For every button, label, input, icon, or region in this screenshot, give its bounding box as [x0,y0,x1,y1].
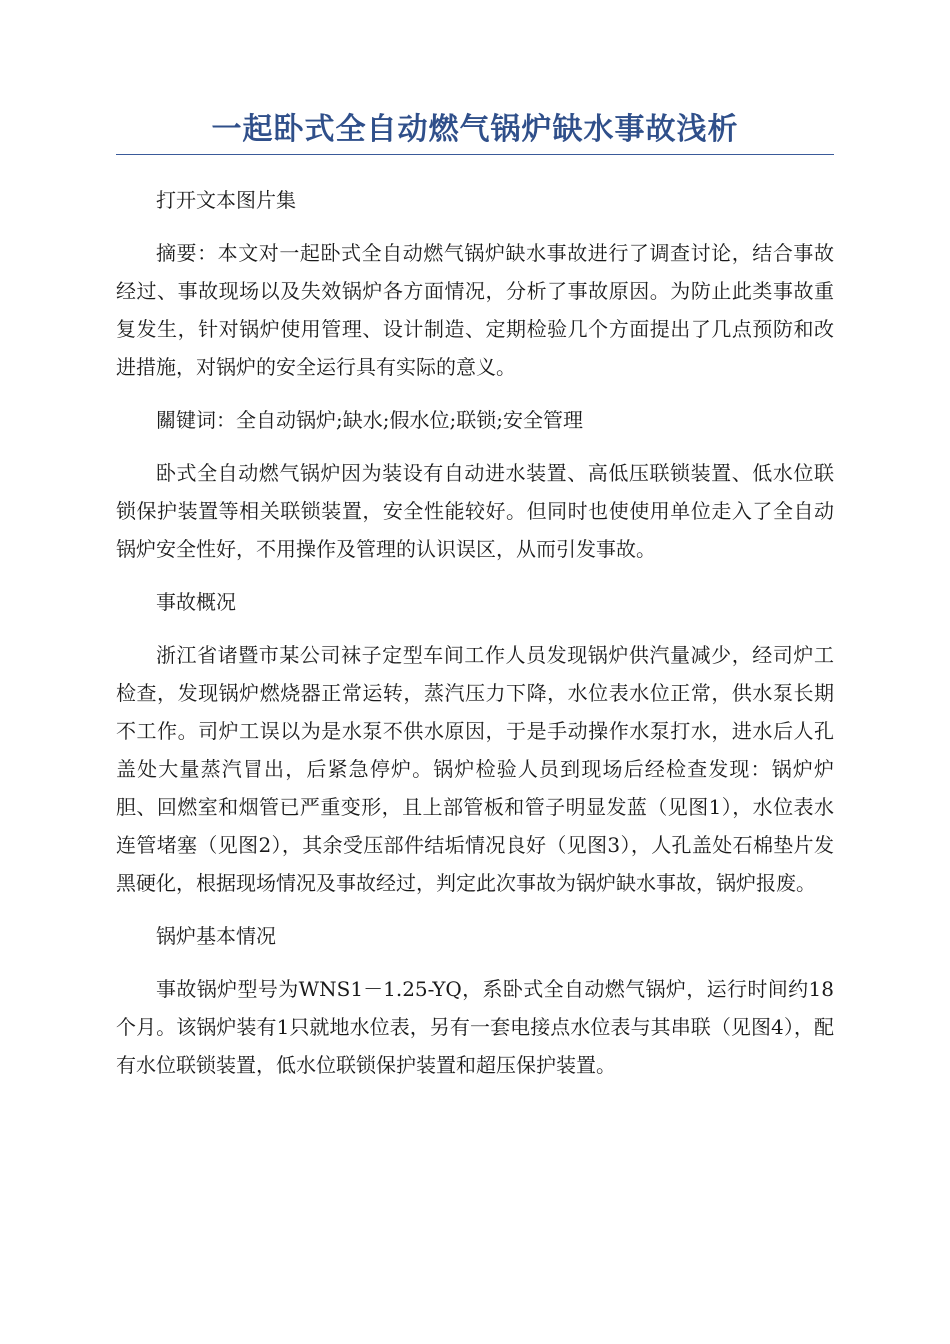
document-title: 一起卧式全自动燃气锅炉缺水事故浅析 [116,108,834,155]
paragraph-image-set-link: 打开文本图片集 [156,188,296,212]
document-page [116,108,834,1099]
paragraph-accident-overview: 浙江省诸暨市某公司袜子定型车间工作人员发现锅炉供汽量减少，经司炉工检查，发现锅炉燃烧器正常运转，蒸汽压力下降，水位表水位正常，供水泵长期不工作。司炉工误以为是水泵不供水原因，于是手动操作水泵打水，进水后人孔盖处大量蒸汽冒出，后紧急停炉。锅炉检验人员到现场后经检查发现：锅炉炉胆、回燃室和烟管已严重变形，且上部管板和管子明显发蓝（见图1），水位表水连管堵塞（见图2），其余受压部件结垢情况良好（见图3），人孔盖处石棉垫片发黑硬化，根据现场情况及事故经过，判定此次事故为锅炉缺水事故，锅炉报废。 [116,643,834,895]
paragraph-boiler-basics: 事故锅炉型号为WNS1－1.25-YQ，系卧式全自动燃气锅炉，运行时间约18个月。该锅炉装有1只就地水位表，另有一套电接点水位表与其串联（见图4），配有水位联锁装置，低水位联锁保护装置和超压保护装置。 [116,977,834,1077]
paragraph-keywords: 關键词：全自动锅炉;缺水;假水位;联锁;安全管理 [156,408,583,432]
section-heading-accident-overview: 事故概况 [156,590,236,614]
section-heading-boiler-basics: 锅炉基本情况 [156,924,276,948]
paragraph-abstract: 摘要：本文对一起卧式全自动燃气锅炉缺水事故进行了调查讨论，结合事故经过、事故现场以及失效锅炉各方面情况，分析了事故原因。为防止此类事故重复发生，针对锅炉使用管理、设计制造、定期检验几个方面提出了几点预防和改进措施，对锅炉的安全运行具有实际的意义。 [116,241,834,379]
document-body [116,181,834,1084]
paragraph-intro: 卧式全自动燃气锅炉因为装设有自动进水装置、高低压联锁装置、低水位联锁保护装置等相关联锁装置，安全性能较好。但同时也使使用单位走入了全自动锅炉安全性好，不用操作及管理的认识误区，从而引发事故。 [116,461,834,561]
